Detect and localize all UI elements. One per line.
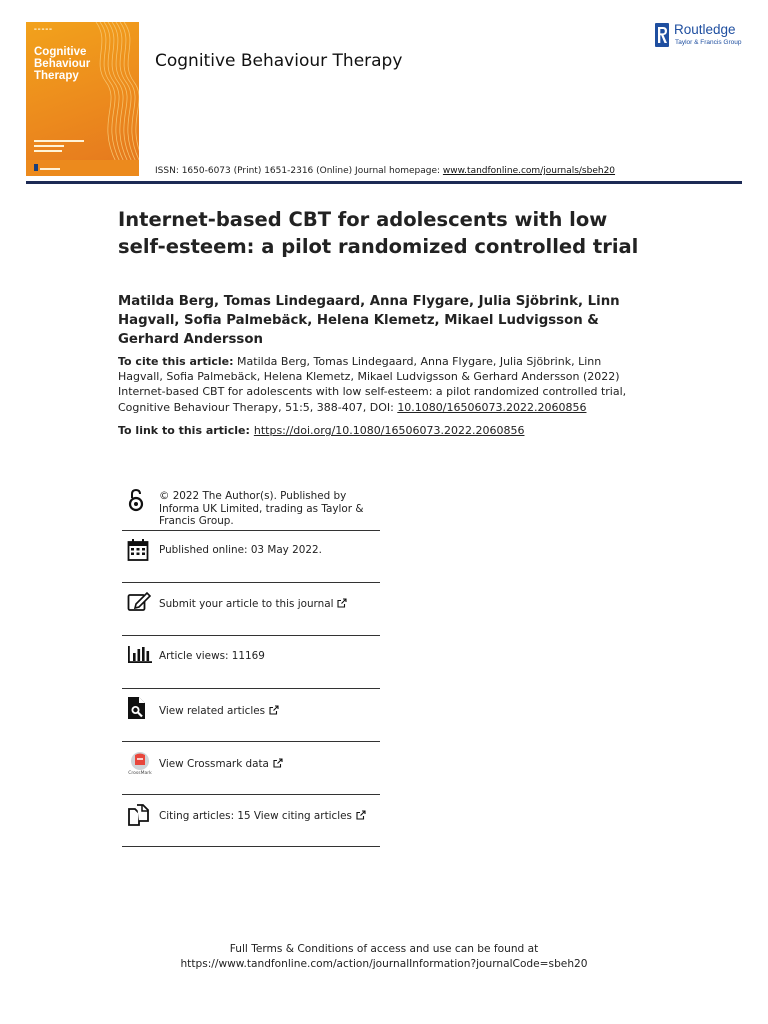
terms-line: Full Terms & Conditions of access and use can be found at xyxy=(229,943,539,955)
article-link-line xyxy=(118,424,658,437)
article-doi-link[interactable]: https://doi.org/10.1080/16506073.2022.2060856 xyxy=(253,424,525,437)
license-row xyxy=(122,486,380,532)
open-access-icon xyxy=(127,488,145,512)
publisher-name: Routledge xyxy=(674,22,736,37)
crossmark-label: View Crossmark data xyxy=(159,758,269,770)
issn-text: ISSN: 1650-6073 (Print) 1651-2316 (Online) Journal homepage: xyxy=(155,166,443,176)
journal-cover-image xyxy=(26,22,139,176)
journal-homepage-link[interactable]: www.tandfonline.com/journals/sbeh20 xyxy=(442,166,616,176)
crossmark-row[interactable] xyxy=(122,747,380,793)
edit-pencil-icon xyxy=(127,590,151,612)
citation-text: Matilda Berg, Tomas Lindegaard, Anna Flygare, Julia Sjöbrink, Linn Hagvall, Sofia Palmebäck, Helena Klemetz, Mikael Ludvigsson & Gerhard Andersson (2022) Internet-based CBT for adolescents with low self-esteem: a pilot randomized controlled trial, Cognitive Behaviour Therapy, 51:5, 388-407, DOI: xyxy=(118,355,627,414)
routledge-r-icon xyxy=(654,22,670,48)
citing-documents-icon xyxy=(127,803,151,827)
calendar-icon xyxy=(127,538,149,562)
cover-publisher-text xyxy=(40,168,60,170)
journal-title: Cognitive Behaviour Therapy xyxy=(155,51,403,71)
submit-row[interactable] xyxy=(122,588,380,634)
citing-row[interactable] xyxy=(122,800,380,846)
terms-url[interactable]: https://www.tandfonline.com/action/journalInformation?journalCode=sbeh20 xyxy=(180,958,588,970)
article-title: Internet-based CBT for adolescents with low self-esteem: a pilot randomized controlled trial xyxy=(118,208,639,258)
cover-title: Cognitive Behaviour Therapy xyxy=(34,46,91,82)
related-articles-link[interactable] xyxy=(159,705,383,718)
crossmark-icon xyxy=(127,751,153,781)
issn-line xyxy=(155,166,615,176)
published-row xyxy=(122,536,380,582)
submit-article-link[interactable] xyxy=(159,598,383,611)
info-divider xyxy=(122,741,380,742)
related-articles-label: View related articles xyxy=(159,705,266,717)
cover-text-line xyxy=(34,145,64,147)
crossmark-link[interactable] xyxy=(159,758,383,771)
crossmark-badge-text: CrossMark xyxy=(128,771,152,776)
info-divider xyxy=(122,846,380,847)
article-link-label: To link to this article: xyxy=(118,424,250,437)
info-divider xyxy=(122,635,380,636)
external-link-icon xyxy=(337,598,347,608)
publisher-subtitle: Taylor & Francis Group xyxy=(675,39,742,46)
citation-block xyxy=(118,354,648,415)
citation-doi-link[interactable]: 10.1080/16506073.2022.2060856 xyxy=(397,400,587,414)
submit-article-label: Submit your article to this journal xyxy=(159,598,334,610)
document-search-icon xyxy=(127,696,147,720)
article-views-count: Article views: 11169 xyxy=(159,650,265,662)
related-row[interactable] xyxy=(122,694,380,740)
cover-publisher-logo-icon xyxy=(34,164,38,171)
cover-text-line xyxy=(34,140,84,142)
citation-label: To cite this article: xyxy=(118,355,234,368)
external-link-icon xyxy=(356,810,366,820)
published-date: Published online: 03 May 2022. xyxy=(159,544,322,556)
bar-chart-icon xyxy=(127,644,153,664)
info-divider xyxy=(122,794,380,795)
info-divider xyxy=(122,582,380,583)
external-link-icon xyxy=(269,705,279,715)
cover-text-line xyxy=(34,150,62,152)
citing-articles-label: Citing articles: 15 View citing articles xyxy=(159,810,352,822)
license-text: © 2022 The Author(s). Published by Informa UK Limited, trading as Taylor & Francis Group. xyxy=(159,490,364,527)
header-divider xyxy=(26,181,742,184)
cover-wave-pattern xyxy=(86,22,139,162)
publisher-logo xyxy=(654,22,746,50)
views-row xyxy=(122,641,380,687)
terms-footer xyxy=(0,942,768,972)
external-link-icon xyxy=(273,758,283,768)
info-divider xyxy=(122,530,380,531)
article-authors: Matilda Berg, Tomas Lindegaard, Anna Flygare, Julia Sjöbrink, Linn Hagvall, Sofia Palmebäck, Helena Klemetz, Mikael Ludvigsson & Gerhard Andersson xyxy=(118,294,620,347)
info-divider xyxy=(122,688,380,689)
cover-header-strip: ▬ ▬ ▬ ▬ ▬ xyxy=(34,27,52,31)
citing-articles-link[interactable] xyxy=(159,810,383,823)
